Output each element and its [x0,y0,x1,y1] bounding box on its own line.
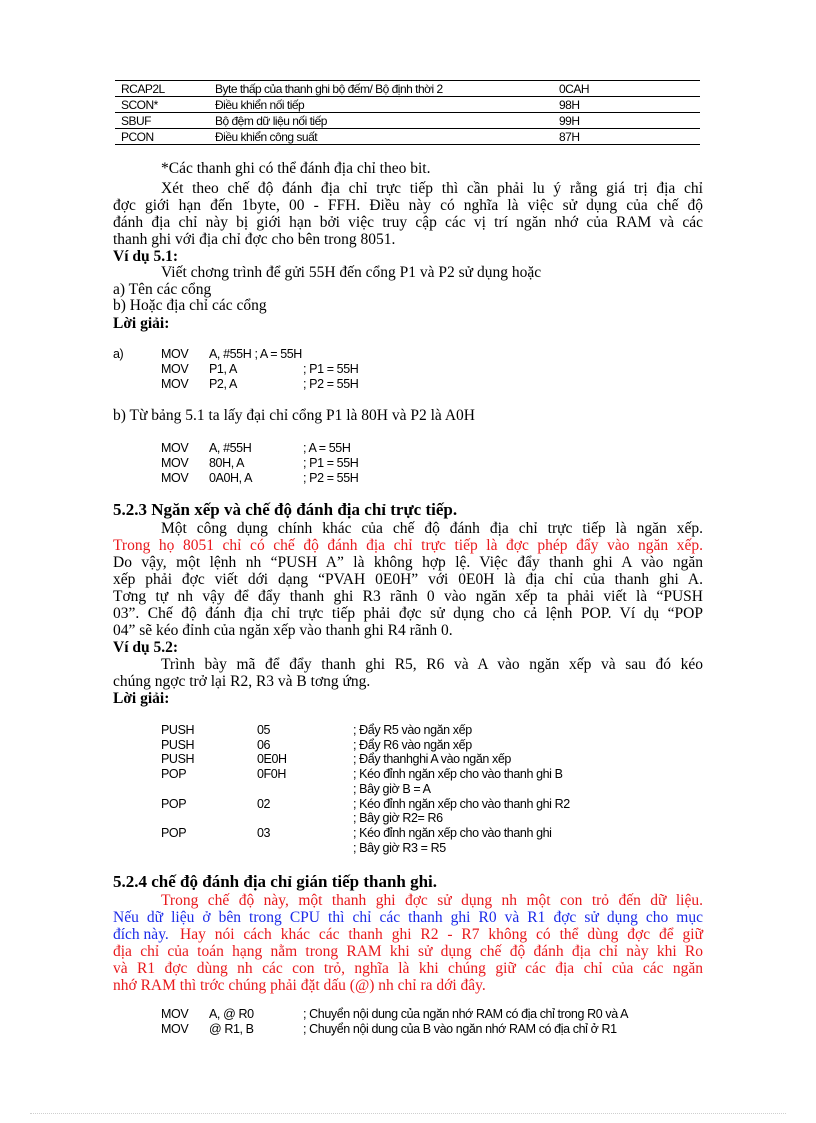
example-5-2-solution-label: Lời giải: [113,690,170,707]
code-operand: P2, A [209,377,237,391]
para-line: Tơng tự nh vậy để đẩy thanh ghi R3 rãnh 0 vào ngăn xếp ta phải viết là “PUSH [113,588,703,605]
code-opcode: MOV [161,1007,189,1021]
para-line-blue: đích này. [113,926,169,943]
code-opcode: MOV [161,362,189,376]
code-comment: ; Kéo đỉnh ngăn xếp cho vào thanh ghi B [353,767,563,782]
register-description: Byte thấp của thanh ghi bộ đếm/ Bộ định thời 2 [209,81,553,97]
register-address: 0CAH [553,81,700,97]
para-line: Do vậy, một lệnh nh “PUSH A” là không hợp lệ. Việc đẩy thanh ghi A vào ngăn [113,554,703,571]
code-operand: A, @ R0 [209,1007,254,1021]
para-line: 03”. Chế độ đánh địa chỉ trực tiếp phải đợc sử dụng cho cả lệnh POP. Ví dụ “POP [113,605,703,622]
register-address: 98H [553,97,700,113]
example-5-1-text-b: b) Từ bảng 5.1 ta lấy đại chỉ cổng P1 là 80H và P2 là A0H [113,407,475,424]
code-comment: ; P2 = 55H [303,471,359,485]
register-table [115,80,700,145]
register-row [115,81,700,97]
register-row [115,129,700,145]
code-opcode: MOV [161,441,189,455]
example-5-1-solution-label: Lời giải: [113,315,170,332]
bit-addressable-note: *Các thanh ghi có thể đánh địa chỉ theo bit. [161,160,431,177]
register-address: 99H [553,113,700,129]
register-description: Điều khiển nối tiếp [209,97,553,113]
code-opcode: PUSH [161,752,195,767]
register-row [115,97,700,113]
code-operand: 0E0H [257,752,287,767]
page-bottom-rule [30,1113,786,1114]
para-line: đánh địa chỉ này bị giới hạn bởi việc truy cập các vị trí ngăn nhớ của RAM và các [113,214,703,231]
code-a-label: a) [113,347,124,361]
code-operand: 0F0H [257,767,286,782]
code-operand: @ R1, B [209,1022,254,1036]
example-5-2-title: Ví dụ 5.2: [113,639,179,656]
code-comment: ; P1 = 55H [303,362,359,376]
code-comment: ; Đẩy R6 vào ngăn xếp [353,737,472,752]
code-comment: ; Kéo đỉnh ngăn xếp cho vào thanh ghi R2 [353,796,570,811]
code-operand: P1, A [209,362,237,376]
register-name: RCAP2L [115,81,209,97]
code-comment: ; Kéo đỉnh ngăn xếp cho vào thanh ghi [353,825,552,840]
para-line-highlight: Hay nói cách khác các thanh ghi R2 - R7 không có thể dùng đợc để giữ [180,926,703,943]
register-description: Điều khiển công suất [209,129,553,145]
code-operand: 0A0H, A [209,471,253,485]
para-line-highlight: và R1 đợc dùng nh các con trỏ, nghĩa là khi chúng giữ các địa chỉ của các ngăn [113,960,703,977]
example-5-1-title: Ví dụ 5.1: [113,248,179,265]
code-opcode: MOV [161,471,189,485]
code-opcode: MOV [161,456,189,470]
code-operand: 02 [257,796,271,811]
code-comment: ; P2 = 55H [303,377,359,391]
code-comment: ; Chuyển nội dung của B vào ngăn nhớ RAM có địa chỉ ở R1 [303,1022,617,1036]
para-line: đợc giới hạn đến 1byte, 00 - FFH. Điều này có nghĩa là việc sử dụng của chế độ [113,197,703,214]
code-opcode: PUSH [161,737,195,752]
example-5-1-option-a: a) Tên các cổng [113,281,212,298]
para-line: thanh ghi với địa chỉ đợc cho bên trong 8051. [113,231,396,248]
register-row [115,113,700,129]
code-comment: ; Đẩy R5 vào ngăn xếp [353,723,472,737]
code-operand: A, #55H [209,441,252,455]
para-line-blue: Nếu dữ liệu ở bên trong CPU thì chỉ các thanh ghi R0 và R1 đợc sử dụng cho mục [113,909,703,926]
code-comment: ; Chuyển nội dung của ngăn nhớ RAM có địa chỉ trong R0 và A [303,1007,629,1021]
register-name: PCON [115,129,209,145]
code-opcode: POP [161,796,187,811]
code-opcode: MOV [161,1022,189,1036]
code-comment: ; Bây giờ B = A [353,781,431,796]
code-operand: A, #55H ; A = 55H [209,347,302,361]
register-address: 87H [553,129,700,145]
example-5-1-option-b: b) Hoặc địa chỉ các cổng [113,297,267,314]
code-opcode: MOV [161,377,189,391]
code-opcode: MOV [161,347,189,361]
code-comment: ; P1 = 55H [303,456,359,470]
register-description: Bộ đệm dữ liệu nối tiếp [209,113,553,129]
code-comment: ; A = 55H [303,441,351,455]
example-5-2-line: Trình bày mã để đẩy thanh ghi R5, R6 và A vào ngăn xếp và sau đó kéo [161,656,703,673]
code-comment: ; Đẩy thanhghi A vào ngăn xếp [353,752,511,767]
para-line: 04” sẽ kéo đỉnh của ngăn xếp vào thanh ghi R4 rãnh 0. [113,622,453,639]
code-opcode: POP [161,767,187,782]
example-5-1-prompt: Viết chơng trình để gửi 55H đến cổng P1 và P2 sử dụng hoặc [161,264,542,281]
code-opcode: PUSH [161,723,195,737]
register-name: SBUF [115,113,209,129]
para-line-highlight: Trong chế độ này, một thanh ghi đợc sử dụng nh một con trỏ đến dữ liệu. [161,892,703,909]
code-operand: 06 [257,737,271,752]
section-5-2-4-heading: 5.2.4 chế độ đánh địa chỉ gián tiếp thanh ghi. [113,872,438,891]
section-5-2-3-heading: 5.2.3 Ngăn xếp và chế độ đánh địa chỉ trực tiếp. [113,500,458,519]
code-comment: ; Bây giờ R3 = R5 [353,840,446,855]
para-line-highlight: Trong họ 8051 chỉ có chế độ đánh địa chỉ trực tiếp là đợc phép đẩy vào ngăn xếp. [113,537,703,554]
code-operand: 03 [257,825,271,840]
para-line-highlight: địa chỉ của toán hạng nằm trong RAM khi sử dụng chế độ đánh địa chỉ này khi Ro [113,943,703,960]
code-operand: 80H, A [209,456,245,470]
code-comment: ; Bây giờ R2= R6 [353,811,443,826]
para-line-highlight: nhớ RAM thì trớc chúng phải đặt dấu (@) nh chỉ ra dới đây. [113,977,486,994]
code-operand: 05 [257,723,271,737]
para-line: Một công dụng chính khác của chế độ đánh địa chỉ trực tiếp là ngăn xếp. [161,520,703,537]
register-name: SCON* [115,97,209,113]
example-5-2-line: chúng ngợc trở lại R2, R3 và B tơng ứng. [113,673,371,690]
para-line: Xét theo chế độ đánh địa chỉ trực tiếp thì cần phải lu ý rằng giá trị địa chỉ [161,180,703,197]
para-line: xếp phải đợc viết dới dạng “PVAH 0E0H” với 0E0H là địa chỉ của thanh ghi A. [113,571,703,588]
code-opcode: POP [161,825,187,840]
